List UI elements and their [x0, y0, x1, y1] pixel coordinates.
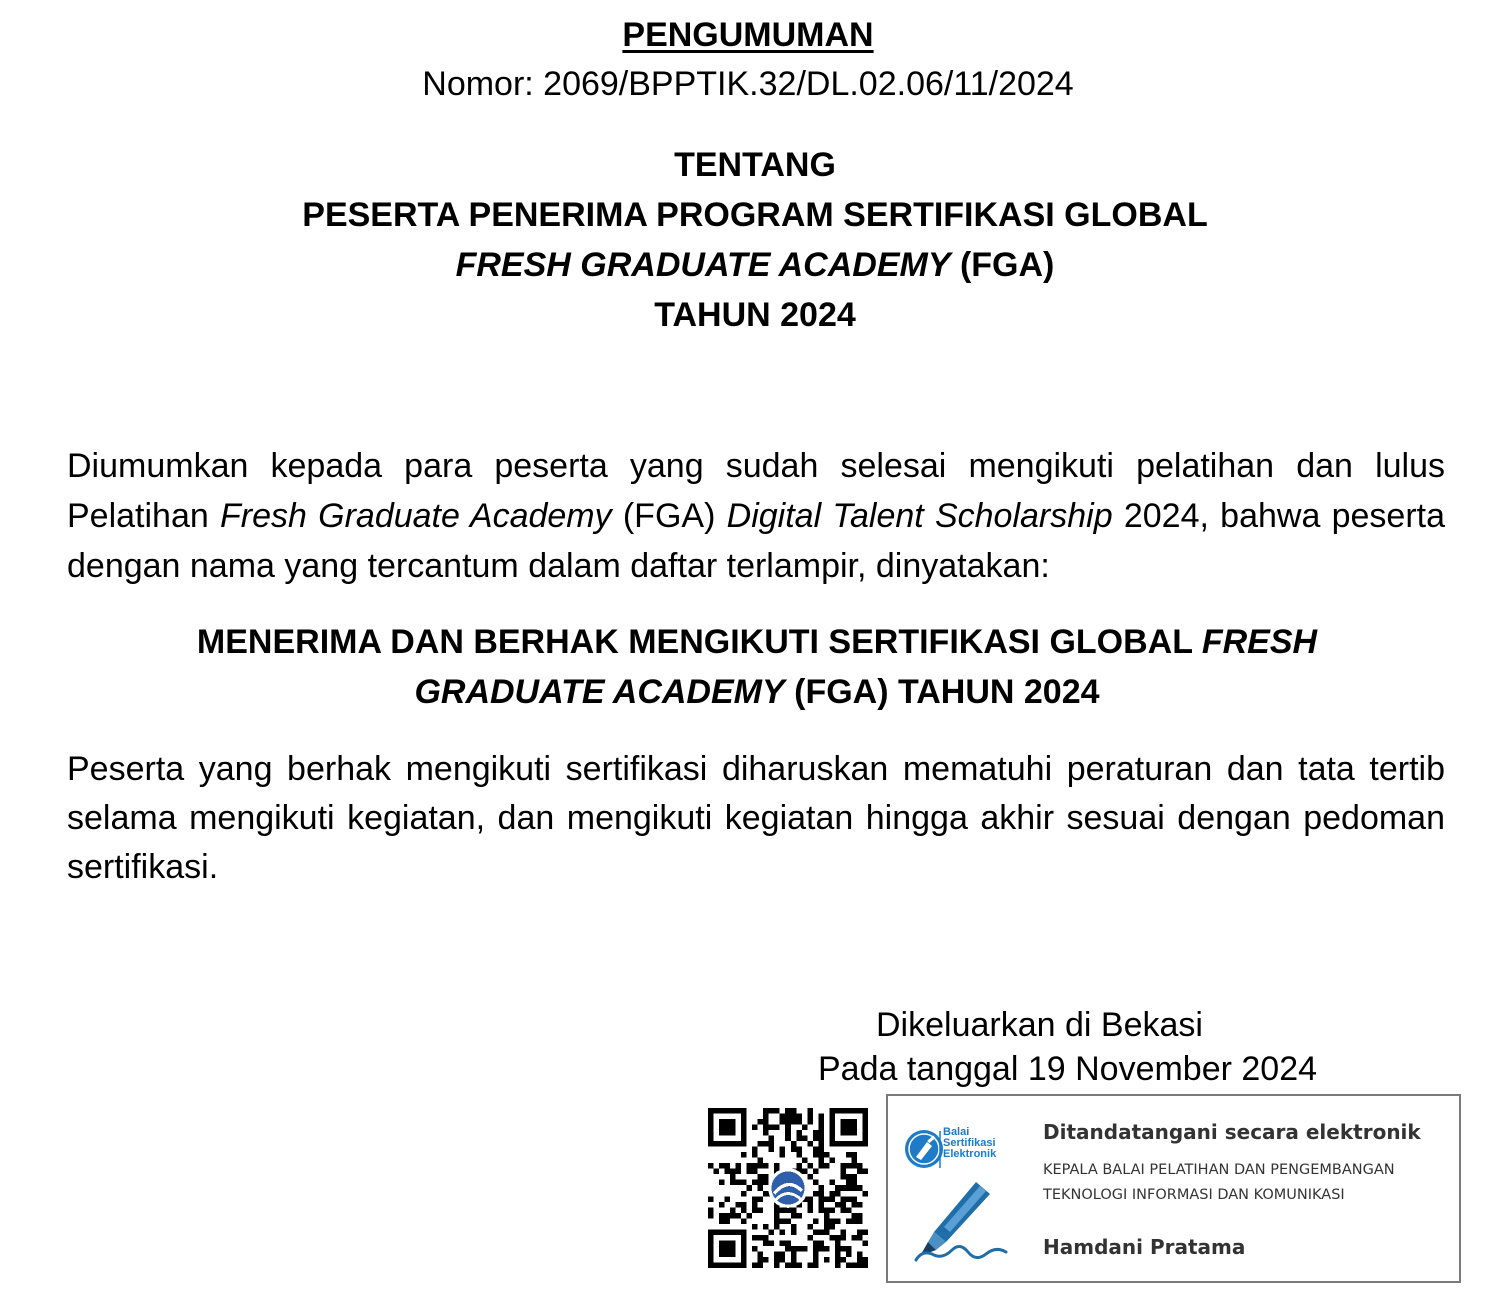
signer-position [1043, 1158, 1395, 1208]
announcement-paragraph [67, 441, 1445, 591]
signer-position-line-2: TEKNOLOGI INFORMASI DAN KOMUNIKASI [1043, 1187, 1345, 1203]
bse-logo-text [943, 1127, 996, 1160]
subject-program-name: FRESH GRADUATE ACADEMY [455, 246, 951, 284]
qr-code-icon [708, 1106, 868, 1270]
bse-text-line-2: Sertifikasi [943, 1137, 996, 1149]
subject-block [0, 140, 1496, 340]
bse-text-line-1: Balai [943, 1126, 970, 1138]
subject-line-4: TAHUN 2024 [654, 296, 856, 334]
issued-date: Pada tanggal 19 November 2024 [818, 1050, 1318, 1088]
declaration-text-d: (FGA) TAHUN 2024 [784, 673, 1100, 711]
rules-paragraph: Peserta yang berhak mengikuti sertifikasi diharuskan mematuhi peraturan dan tata tertib selama mengikuti kegiatan, dan mengikuti kegiatan hingga akhir sesuai dengan pedoman sertifikasi. [67, 750, 1445, 886]
declaration-block [0, 617, 1496, 717]
declaration-line-2 [0, 667, 1496, 717]
declaration-line-1 [0, 617, 1496, 667]
declaration-text-a: MENERIMA DAN BERHAK MENGIKUTI SERTIFIKASI GLOBAL [196, 623, 1202, 661]
signer-name: Hamdani Pratama [1043, 1235, 1246, 1259]
issued-place: Dikeluarkan di Bekasi [876, 1006, 1203, 1044]
bse-text-line-3: Elektronik [943, 1148, 997, 1160]
page-title: PENGUMUMAN [622, 16, 874, 54]
issued-block [818, 1003, 1358, 1091]
signature-title: Ditandatangani secara elektronik [1043, 1120, 1421, 1144]
subject-line-3 [0, 240, 1496, 290]
p1-text-c: (FGA) [611, 497, 727, 535]
declaration-text-b: FRESH [1201, 623, 1318, 661]
subject-line-2: PESERTA PENERIMA PROGRAM SERTIFIKASI GLOBAL [302, 196, 1208, 234]
p1-program-name: Fresh Graduate Academy [220, 497, 612, 535]
electronic-signature-box [886, 1094, 1461, 1283]
subject-program-abbr: (FGA) [950, 246, 1055, 284]
fountain-pen-icon [906, 1176, 1016, 1266]
signer-position-line-1: KEPALA BALAI PELATIHAN DAN PENGEMBANGAN [1043, 1162, 1395, 1178]
subject-line-1: TENTANG [674, 146, 836, 184]
document-number: Nomor: 2069/BPPTIK.32/DL.02.06/11/2024 [422, 65, 1074, 103]
p1-scholarship-name: Digital Talent Scholarship [726, 497, 1113, 535]
p1-text-e: 2024, bahwa peserta dengan nama yang tercantum dalam daftar terlampir, dinyatakan: [67, 497, 1446, 585]
declaration-text-c: GRADUATE ACADEMY [414, 673, 785, 711]
p1-text-a: Diumumkan kepada para peserta yang sudah selesai mengikuti pelatihan dan lulus Pelatihan [67, 447, 1445, 535]
